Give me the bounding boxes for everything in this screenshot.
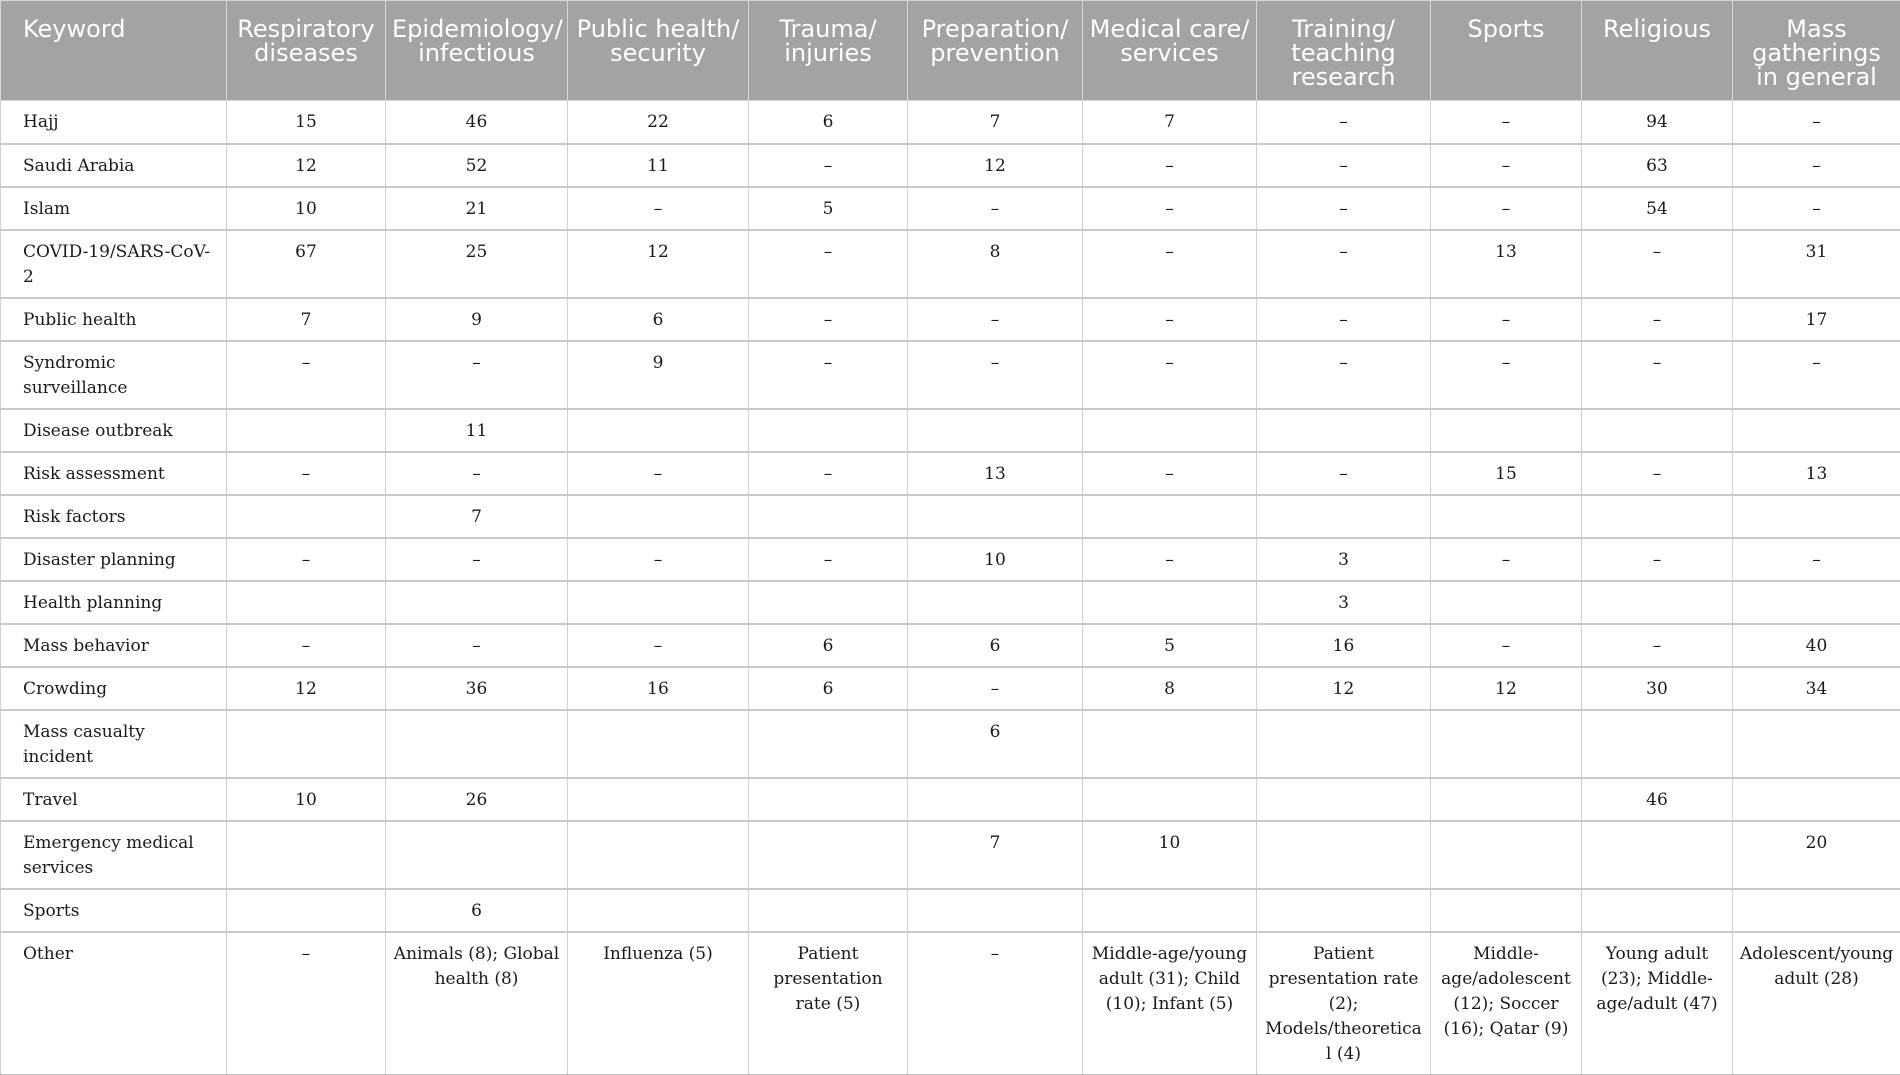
value-cell: 12 [227, 144, 386, 187]
value-cell: 6 [749, 624, 908, 667]
value-cell: 13 [1733, 452, 1900, 495]
keyword-cell: Hajj [1, 101, 227, 144]
value-cell [1083, 409, 1257, 452]
value-cell: 13 [908, 452, 1083, 495]
value-cell: – [227, 538, 386, 581]
value-cell: – [1582, 452, 1733, 495]
value-cell [568, 495, 749, 538]
table-row [1, 778, 1900, 821]
table-row [1, 144, 1900, 187]
value-cell: 12 [1431, 667, 1582, 710]
value-cell [1733, 778, 1900, 821]
value-cell: – [1431, 341, 1582, 409]
value-cell: 20 [1733, 821, 1900, 889]
value-cell: 7 [908, 101, 1083, 144]
keyword-cell: Travel [1, 778, 227, 821]
value-cell: – [568, 624, 749, 667]
value-cell: 7 [1083, 101, 1257, 144]
value-cell [1083, 581, 1257, 624]
table-body [1, 101, 1900, 1075]
value-cell [1257, 710, 1431, 778]
header-respiratory-diseases: Respiratory diseases [227, 1, 386, 101]
value-cell: 6 [908, 710, 1083, 778]
value-cell: Middle-age/adolescent (12); Soccer (16); Qatar (9) [1431, 932, 1582, 1075]
value-cell: – [1083, 538, 1257, 581]
value-cell: 34 [1733, 667, 1900, 710]
value-cell: 10 [1083, 821, 1257, 889]
header-keyword: Keyword [1, 1, 227, 101]
value-cell: – [1431, 538, 1582, 581]
table-row [1, 341, 1900, 409]
value-cell [908, 495, 1083, 538]
value-cell: – [749, 452, 908, 495]
value-cell: – [1733, 187, 1900, 230]
value-cell [749, 821, 908, 889]
value-cell: 12 [1257, 667, 1431, 710]
value-cell: 16 [1257, 624, 1431, 667]
keyword-cell: Disaster planning [1, 538, 227, 581]
value-cell: – [1083, 144, 1257, 187]
value-cell: 54 [1582, 187, 1733, 230]
value-cell: – [1733, 341, 1900, 409]
value-cell: – [1083, 230, 1257, 298]
value-cell: – [1582, 341, 1733, 409]
table-row [1, 101, 1900, 144]
table-row [1, 452, 1900, 495]
value-cell [386, 710, 568, 778]
value-cell [1733, 889, 1900, 932]
value-cell [1733, 409, 1900, 452]
table-row [1, 932, 1900, 1075]
value-cell: – [568, 452, 749, 495]
value-cell: – [908, 187, 1083, 230]
value-cell: – [1257, 101, 1431, 144]
value-cell [386, 821, 568, 889]
value-cell: – [908, 341, 1083, 409]
table-row [1, 495, 1900, 538]
value-cell: – [386, 538, 568, 581]
value-cell: Patient presentation rate (5) [749, 932, 908, 1075]
value-cell: Influenza (5) [568, 932, 749, 1075]
value-cell [568, 710, 749, 778]
table-row [1, 187, 1900, 230]
value-cell: – [1257, 341, 1431, 409]
value-cell [749, 710, 908, 778]
value-cell [908, 581, 1083, 624]
table-row [1, 581, 1900, 624]
value-cell [749, 495, 908, 538]
value-cell [386, 581, 568, 624]
table-row [1, 821, 1900, 889]
value-cell: – [227, 624, 386, 667]
table-row [1, 298, 1900, 341]
keyword-cell: Emergency medical services [1, 821, 227, 889]
value-cell: 13 [1431, 230, 1582, 298]
value-cell: – [386, 341, 568, 409]
value-cell: 5 [1083, 624, 1257, 667]
value-cell: – [1431, 101, 1582, 144]
header-public-health-security: Public health/ security [568, 1, 749, 101]
value-cell: – [749, 298, 908, 341]
table-row [1, 230, 1900, 298]
value-cell [1431, 889, 1582, 932]
keyword-cell: Mass behavior [1, 624, 227, 667]
value-cell [1083, 778, 1257, 821]
value-cell: – [908, 932, 1083, 1075]
value-cell: 3 [1257, 538, 1431, 581]
value-cell [227, 581, 386, 624]
value-cell: 12 [568, 230, 749, 298]
header-trauma-injuries: Trauma/ injuries [749, 1, 908, 101]
keyword-cell: Health planning [1, 581, 227, 624]
value-cell [1083, 710, 1257, 778]
value-cell: 7 [908, 821, 1083, 889]
keyword-cell: Islam [1, 187, 227, 230]
value-cell [227, 409, 386, 452]
value-cell [1431, 710, 1582, 778]
value-cell: 6 [908, 624, 1083, 667]
value-cell: – [1733, 144, 1900, 187]
value-cell: 10 [227, 778, 386, 821]
keyword-cell: Risk assessment [1, 452, 227, 495]
value-cell: – [1431, 187, 1582, 230]
keyword-cell: Sports [1, 889, 227, 932]
value-cell [568, 778, 749, 821]
value-cell: – [227, 932, 386, 1075]
value-cell [1582, 710, 1733, 778]
header-training-teaching-research: Training/ teaching research [1257, 1, 1431, 101]
value-cell [1582, 495, 1733, 538]
value-cell: 12 [227, 667, 386, 710]
value-cell [1431, 821, 1582, 889]
header-epidemiology-infectious: Epidemiology/ infectious [386, 1, 568, 101]
value-cell [1733, 495, 1900, 538]
value-cell: Animals (8); Global health (8) [386, 932, 568, 1075]
value-cell [1431, 778, 1582, 821]
keyword-cell: COVID-19/SARS-CoV-2 [1, 230, 227, 298]
value-cell [1431, 495, 1582, 538]
value-cell: 7 [386, 495, 568, 538]
value-cell: – [1257, 230, 1431, 298]
value-cell: – [908, 667, 1083, 710]
value-cell: – [386, 624, 568, 667]
keyword-cell: Public health [1, 298, 227, 341]
value-cell: – [1083, 187, 1257, 230]
value-cell: 8 [1083, 667, 1257, 710]
value-cell: – [1083, 341, 1257, 409]
keyword-cell: Risk factors [1, 495, 227, 538]
value-cell [227, 495, 386, 538]
value-cell [1257, 778, 1431, 821]
keyword-cell: Saudi Arabia [1, 144, 227, 187]
value-cell: Middle-age/young adult (31); Child (10); Infant (5) [1083, 932, 1257, 1075]
value-cell: 25 [386, 230, 568, 298]
value-cell [1431, 581, 1582, 624]
value-cell: – [1257, 452, 1431, 495]
value-cell: – [568, 538, 749, 581]
value-cell: 16 [568, 667, 749, 710]
value-cell: 30 [1582, 667, 1733, 710]
value-cell [1582, 889, 1733, 932]
value-cell: – [749, 144, 908, 187]
table-row [1, 889, 1900, 932]
value-cell: – [386, 452, 568, 495]
value-cell: 12 [908, 144, 1083, 187]
value-cell: – [1582, 298, 1733, 341]
header-religious: Religious [1582, 1, 1733, 101]
table-row [1, 409, 1900, 452]
value-cell: 31 [1733, 230, 1900, 298]
value-cell: – [1733, 538, 1900, 581]
value-cell: 63 [1582, 144, 1733, 187]
value-cell: – [1582, 538, 1733, 581]
value-cell: – [1431, 144, 1582, 187]
value-cell: 6 [749, 101, 908, 144]
keyword-cell: Other [1, 932, 227, 1075]
value-cell: 7 [227, 298, 386, 341]
value-cell: – [749, 538, 908, 581]
header-medical-care-services: Medical care/ services [1083, 1, 1257, 101]
value-cell [1733, 710, 1900, 778]
header-row [1, 1, 1900, 101]
value-cell: – [749, 230, 908, 298]
value-cell [1257, 821, 1431, 889]
value-cell [568, 581, 749, 624]
table-row [1, 710, 1900, 778]
value-cell: 8 [908, 230, 1083, 298]
value-cell: 21 [386, 187, 568, 230]
value-cell: 52 [386, 144, 568, 187]
table-row [1, 538, 1900, 581]
value-cell [568, 889, 749, 932]
value-cell [908, 409, 1083, 452]
value-cell: Young adult (23); Middle-age/adult (47) [1582, 932, 1733, 1075]
value-cell: – [1733, 101, 1900, 144]
value-cell: 15 [227, 101, 386, 144]
value-cell: 36 [386, 667, 568, 710]
table-row [1, 667, 1900, 710]
value-cell: 9 [568, 341, 749, 409]
value-cell: 9 [386, 298, 568, 341]
keyword-cell: Mass casualty incident [1, 710, 227, 778]
header-preparation-prevention: Preparation/ prevention [908, 1, 1083, 101]
value-cell: – [1083, 298, 1257, 341]
value-cell: – [1257, 298, 1431, 341]
value-cell: 10 [908, 538, 1083, 581]
value-cell [1582, 409, 1733, 452]
keyword-cell: Crowding [1, 667, 227, 710]
value-cell [1733, 581, 1900, 624]
value-cell [227, 821, 386, 889]
value-cell [1083, 889, 1257, 932]
value-cell [1582, 581, 1733, 624]
value-cell [749, 409, 908, 452]
value-cell [568, 409, 749, 452]
value-cell: – [1257, 187, 1431, 230]
value-cell: – [568, 187, 749, 230]
value-cell: 3 [1257, 581, 1431, 624]
value-cell: 6 [386, 889, 568, 932]
value-cell [908, 889, 1083, 932]
value-cell: 67 [227, 230, 386, 298]
value-cell [749, 581, 908, 624]
value-cell [749, 889, 908, 932]
value-cell: – [908, 298, 1083, 341]
value-cell [1257, 409, 1431, 452]
value-cell [568, 821, 749, 889]
value-cell: 6 [749, 667, 908, 710]
value-cell [1257, 889, 1431, 932]
value-cell: 46 [386, 101, 568, 144]
value-cell [1431, 409, 1582, 452]
value-cell: 11 [386, 409, 568, 452]
value-cell: – [227, 452, 386, 495]
value-cell: 10 [227, 187, 386, 230]
value-cell: – [1431, 298, 1582, 341]
value-cell: – [1582, 230, 1733, 298]
value-cell [749, 778, 908, 821]
value-cell: 22 [568, 101, 749, 144]
value-cell: 46 [1582, 778, 1733, 821]
value-cell: Patient presentation rate (2); Models/theoretical (4) [1257, 932, 1431, 1075]
value-cell: 94 [1582, 101, 1733, 144]
value-cell [227, 710, 386, 778]
value-cell [1083, 495, 1257, 538]
value-cell: 11 [568, 144, 749, 187]
value-cell: – [749, 341, 908, 409]
value-cell: 26 [386, 778, 568, 821]
value-cell: Adolescent/young adult (28) [1733, 932, 1900, 1075]
value-cell: 17 [1733, 298, 1900, 341]
value-cell: – [227, 341, 386, 409]
header-sports: Sports [1431, 1, 1582, 101]
keyword-cell: Disease outbreak [1, 409, 227, 452]
value-cell: 6 [568, 298, 749, 341]
value-cell [908, 778, 1083, 821]
value-cell: – [1083, 452, 1257, 495]
value-cell: – [1582, 624, 1733, 667]
value-cell: 5 [749, 187, 908, 230]
value-cell [1582, 821, 1733, 889]
header-mass-gatherings-general: Mass gatherings in general [1733, 1, 1900, 101]
table-row [1, 624, 1900, 667]
value-cell: – [1431, 624, 1582, 667]
value-cell [227, 889, 386, 932]
value-cell: – [1257, 144, 1431, 187]
value-cell: 40 [1733, 624, 1900, 667]
value-cell [1257, 495, 1431, 538]
keyword-cell: Syndromic surveillance [1, 341, 227, 409]
value-cell: 15 [1431, 452, 1582, 495]
